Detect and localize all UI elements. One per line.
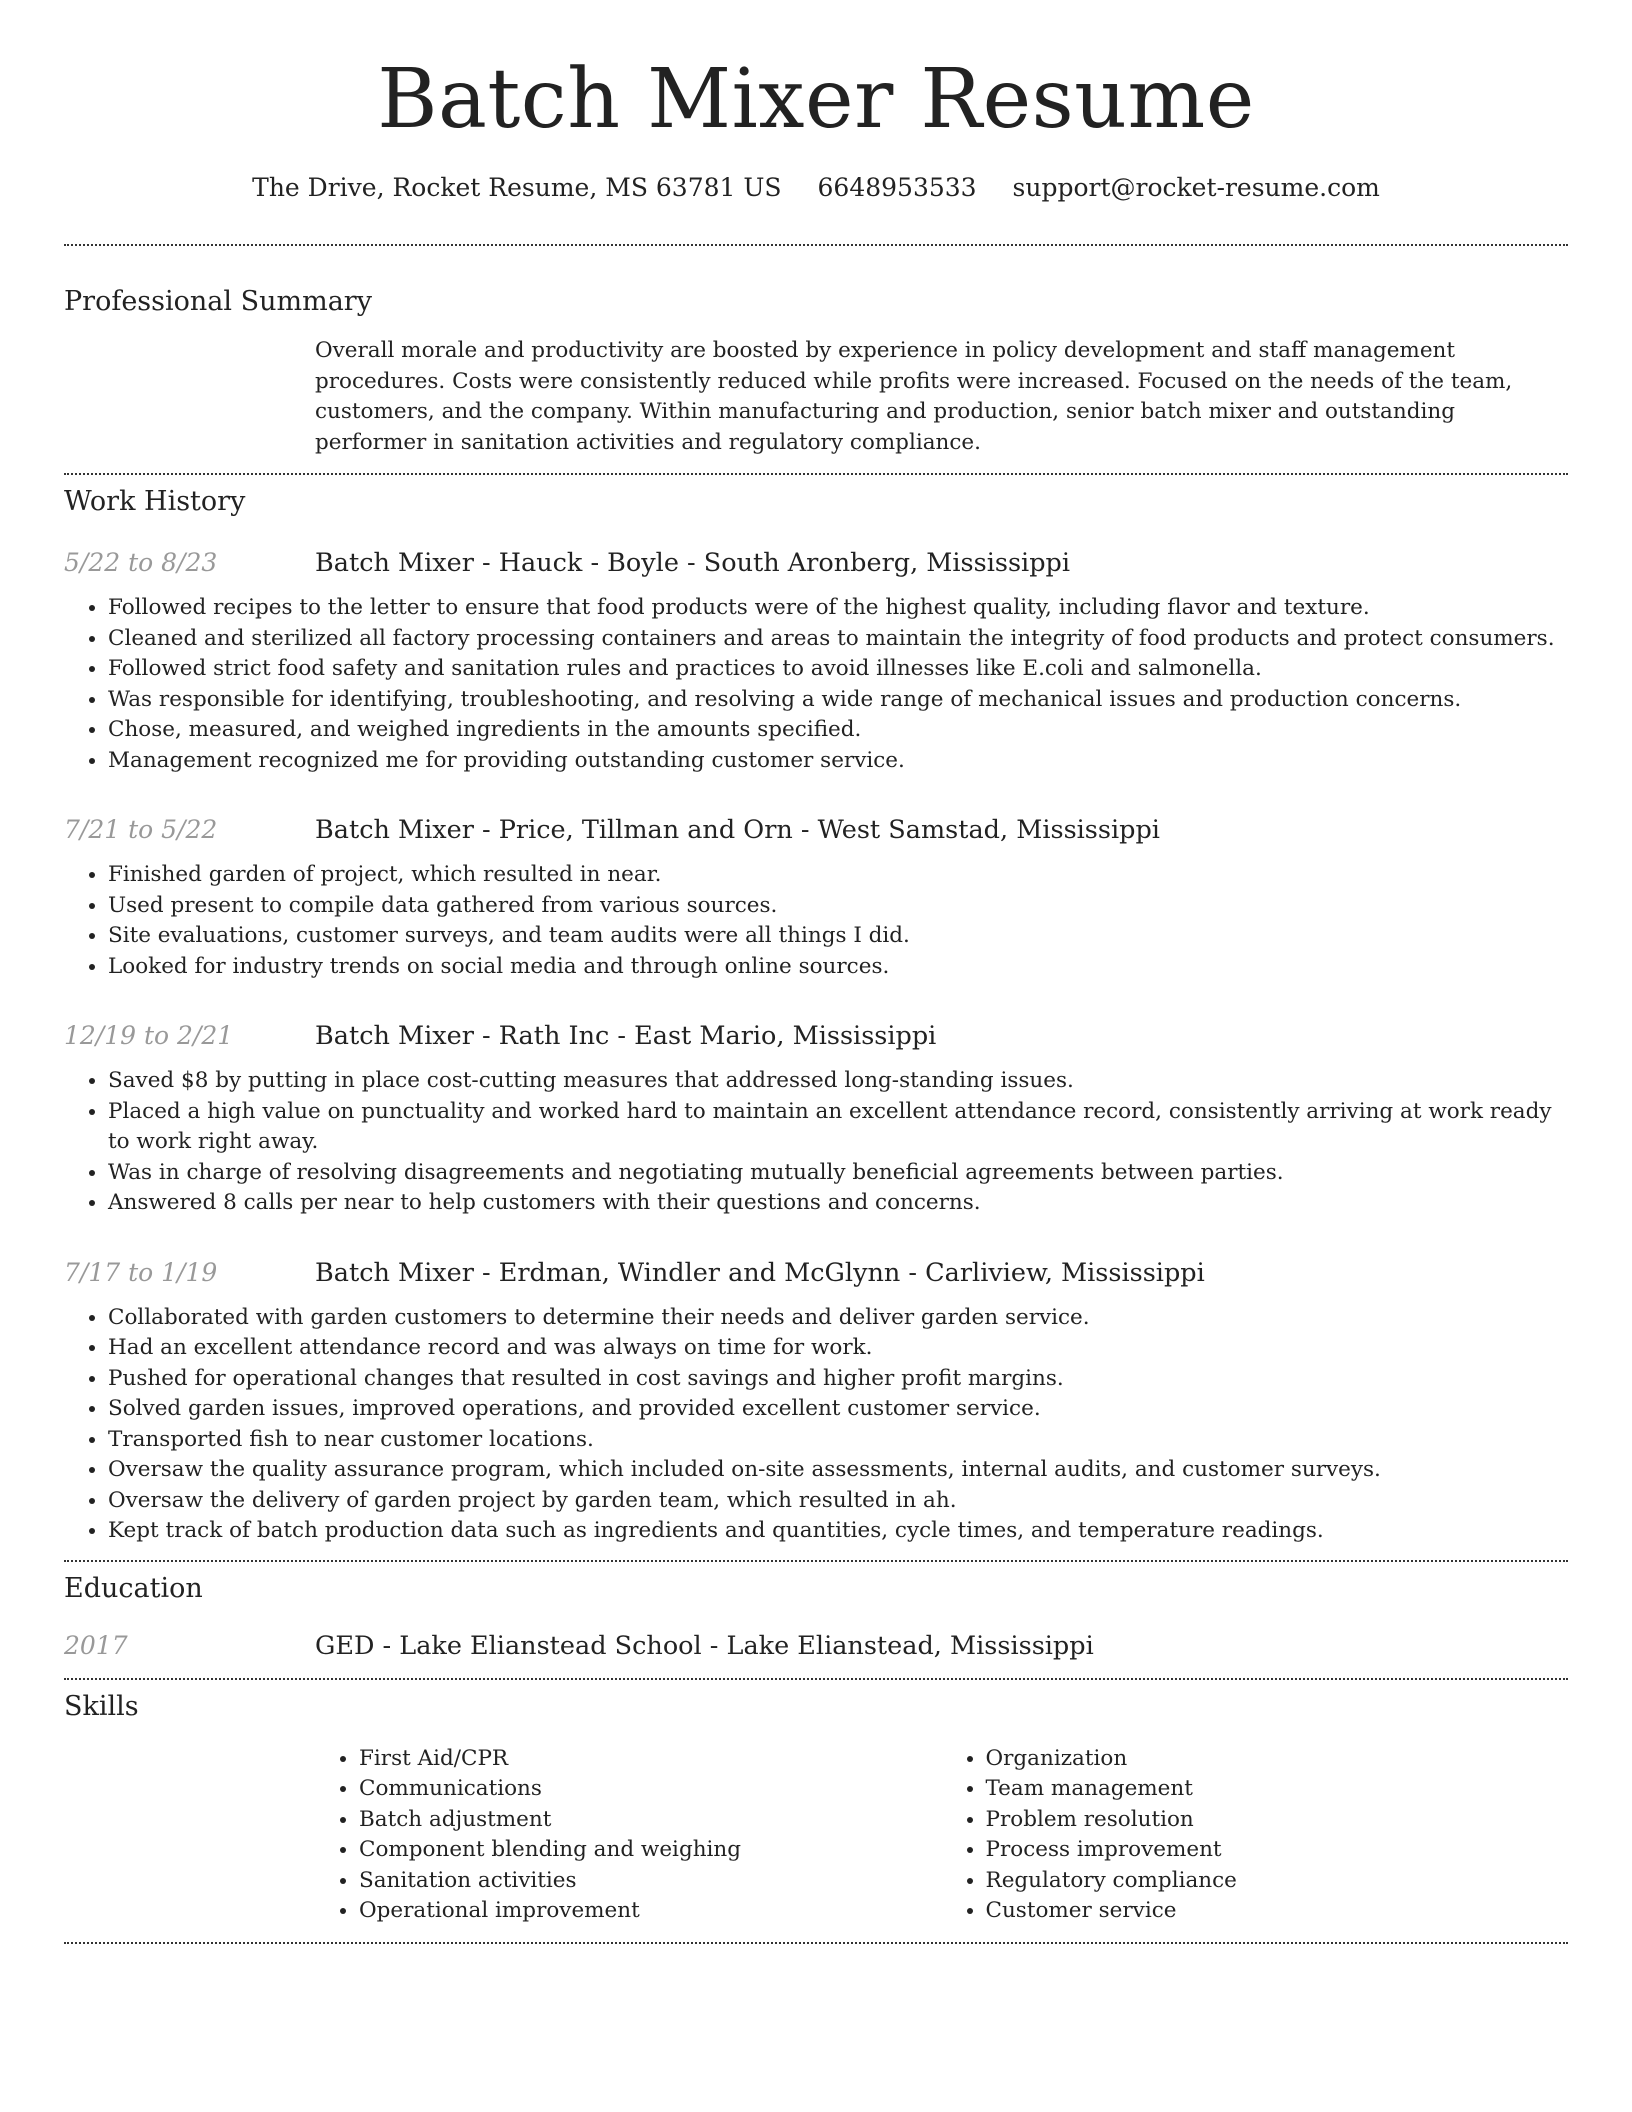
job-bullet: • Followed strict food safety and sanitation rules and practices to avoid illnesses like E.coli and salmonella. — [108, 654, 1568, 685]
divider — [64, 1942, 1568, 1944]
job-bullet: • Site evaluations, customer surveys, and team audits were all things I did. — [108, 921, 1568, 952]
job-entry — [64, 813, 1568, 982]
skill-item: • Component blending and weighing — [359, 1835, 942, 1866]
job-bullet: • Placed a high value on punctuality and worked hard to maintain an excellent attendance record, consistently arriving at work ready to work right away. — [108, 1097, 1568, 1158]
education-degree: GED - Lake Elianstead School - Lake Elianstead, Mississippi — [315, 1630, 1094, 1661]
job-bullet: • Cleaned and sterilized all factory processing containers and areas to maintain the integrity of food products and protect consumers. — [108, 624, 1568, 655]
skill-item: • Problem resolution — [986, 1805, 1569, 1836]
job-bullet: • Was responsible for identifying, troubleshooting, and resolving a wide range of mechanical issues and production concerns. — [108, 685, 1568, 716]
skills-heading: Skills — [64, 1690, 139, 1722]
skill-item: • Communications — [359, 1774, 942, 1805]
job-bullets — [64, 1303, 1568, 1547]
summary-section — [64, 285, 1568, 458]
skill-item: • Sanitation activities — [359, 1866, 942, 1897]
work-section — [64, 485, 1568, 1547]
job-dates: 5/22 to 8/23 — [64, 548, 218, 577]
work-list — [64, 546, 1568, 1547]
job-title: Batch Mixer - Hauck - Boyle - South Aronberg, Mississippi — [315, 548, 1071, 578]
job-entry — [64, 546, 1568, 776]
job-dates: 7/17 to 1/19 — [64, 1257, 218, 1287]
job-bullet: • Looked for industry trends on social media and through online sources. — [108, 952, 1568, 983]
job-bullet: • Answered 8 calls per near to help customers with their questions and concerns. — [108, 1188, 1568, 1219]
job-bullet: • Kept track of batch production data such as ingredients and quantities, cycle times, and temperature readings. — [108, 1516, 1568, 1547]
job-dates: 12/19 to 2/21 — [64, 1021, 234, 1050]
education-year: 2017 — [64, 1630, 128, 1660]
contact-address: The Drive, Rocket Resume, MS 63781 US — [252, 173, 782, 202]
contact-line — [64, 172, 1568, 204]
resume-name: Batch Mixer Resume — [377, 52, 1255, 147]
job-bullet: • Followed recipes to the letter to ensure that food products were of the highest quality, including flavor and texture. — [108, 593, 1568, 624]
summary-text: Overall morale and productivity are boosted by experience in policy development and staff management procedures. Costs were consistently reduced while profits were increased. Focused on the needs of the team, customers, and the company. Within manufacturing and production, senior batch mixer and outstanding performer in sanitation activities and regulatory compliance. — [315, 338, 1513, 455]
skill-item: • Batch adjustment — [359, 1805, 942, 1836]
skill-item: • Team management — [986, 1774, 1569, 1805]
job-bullet: • Was in charge of resolving disagreements and negotiating mutually beneficial agreements between parties. — [108, 1158, 1568, 1189]
skill-item: • Process improvement — [986, 1835, 1569, 1866]
job-bullet: • Pushed for operational changes that resulted in cost savings and higher profit margins. — [108, 1364, 1568, 1395]
divider — [64, 473, 1568, 475]
work-heading: Work History — [64, 486, 246, 517]
skill-item: • Organization — [986, 1744, 1569, 1775]
skill-item: • Operational improvement — [359, 1896, 942, 1927]
skill-item: • Regulatory compliance — [986, 1866, 1569, 1897]
job-bullets — [64, 1066, 1568, 1219]
job-bullet: • Collaborated with garden customers to determine their needs and deliver garden service. — [108, 1303, 1568, 1334]
job-bullet: • Management recognized me for providing outstanding customer service. — [108, 746, 1568, 777]
job-bullets — [64, 860, 1568, 982]
job-bullet: • Used present to compile data gathered from various sources. — [108, 891, 1568, 922]
skills-list-left — [315, 1744, 942, 1927]
job-bullets — [64, 593, 1568, 776]
job-entry — [64, 1019, 1568, 1219]
job-title: Batch Mixer - Erdman, Windler and McGlynn - Carliview, Mississippi — [315, 1257, 1205, 1288]
job-title: Batch Mixer - Rath Inc - East Mario, Mississippi — [315, 1021, 937, 1051]
job-bullet: • Transported fish to near customer locations. — [108, 1425, 1568, 1456]
job-bullet: • Oversaw the delivery of garden project by garden team, which resulted in ah. — [108, 1486, 1568, 1517]
skills-section — [64, 1690, 1568, 1927]
contact-email: support@rocket-resume.com — [1012, 173, 1380, 202]
job-bullet: • Saved $8 by putting in place cost-cutting measures that addressed long-standing issues. — [108, 1066, 1568, 1097]
resume-page — [64, 0, 1568, 1944]
job-bullet: • Had an excellent attendance record and was always on time for work. — [108, 1333, 1568, 1364]
job-bullet: • Finished garden of project, which resulted in near. — [108, 860, 1568, 891]
job-bullet: • Oversaw the quality assurance program, which included on-site assessments, internal audits, and customer surveys. — [108, 1455, 1568, 1486]
job-bullet: • Chose, measured, and weighed ingredients in the amounts specified. — [108, 715, 1568, 746]
job-title: Batch Mixer - Price, Tillman and Orn - West Samstad, Mississippi — [315, 815, 1160, 845]
skill-item: • Customer service — [986, 1896, 1569, 1927]
education-heading: Education — [64, 1572, 203, 1604]
job-dates: 7/21 to 5/22 — [64, 815, 218, 844]
education-section — [64, 1572, 1568, 1663]
job-entry — [64, 1256, 1568, 1547]
skills-columns — [315, 1744, 1568, 1927]
skill-item: • First Aid/CPR — [359, 1744, 942, 1775]
skills-list-right — [942, 1744, 1569, 1927]
contact-phone: 6648953533 — [817, 173, 977, 202]
divider — [64, 1560, 1568, 1562]
job-bullet: • Solved garden issues, improved operations, and provided excellent customer service. — [108, 1394, 1568, 1425]
education-entry — [64, 1629, 1568, 1663]
divider — [64, 1678, 1568, 1680]
summary-heading: Professional Summary — [64, 286, 372, 317]
divider — [64, 244, 1568, 246]
